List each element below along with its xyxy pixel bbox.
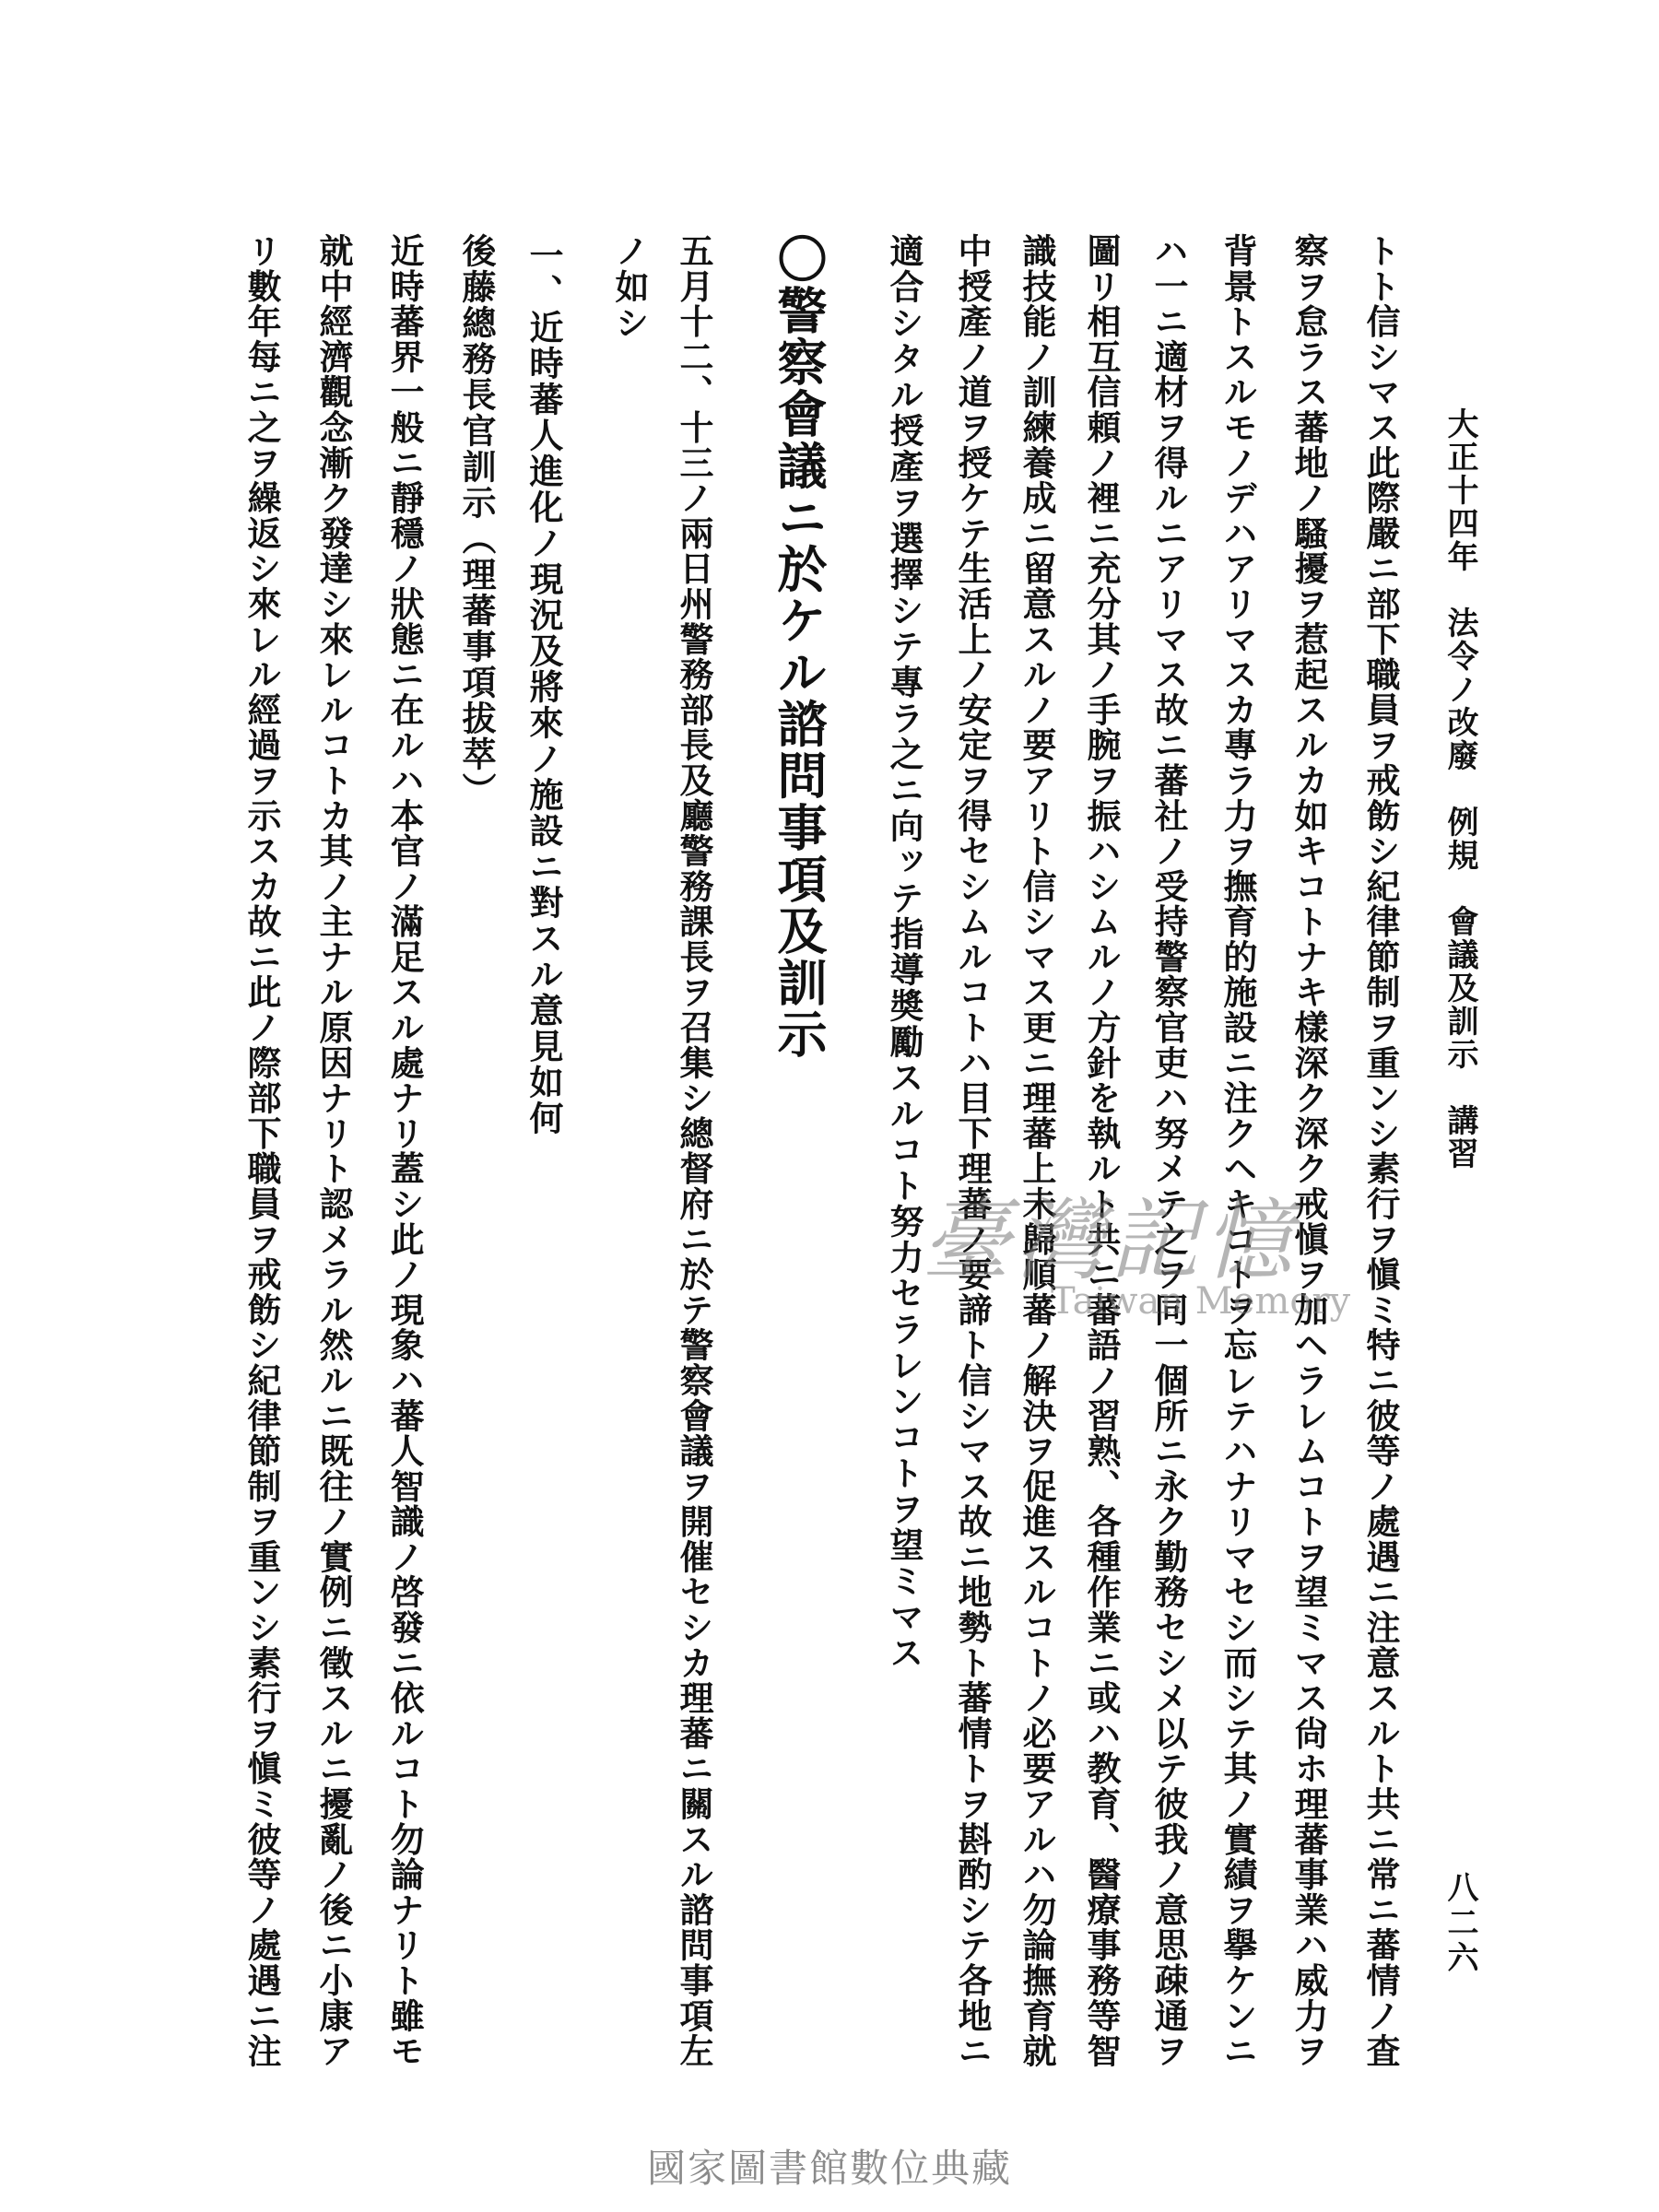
text-column: 適合シタル授產ヲ選擇シテ專ラ之ニ向ッテ指導奬勵スルコト努力セラレンコトヲ望ミマス bbox=[884, 233, 924, 1671]
inquiry-item: 一、近時蕃人進化ノ現況及將來ノ施設ニ對スル意見如何 bbox=[524, 238, 564, 1136]
footer-collection-label: 國家圖書館數位典藏 bbox=[646, 2146, 1012, 2191]
page-number: 八二六 bbox=[1441, 1871, 1478, 1976]
text-column: 察ヲ怠ラス蕃地ノ騷擾ヲ惹起スルカ如キコトナキ樣深ク深ク戒愼ヲ加ヘラレムコトヲ望ミマス尙ホ理蕃事業ハ威力ヲ bbox=[1288, 233, 1329, 2067]
text-column: トト信シマス此際嚴ニ部下職員ヲ戒飭シ紀律節制ヲ重ンシ素行ヲ愼ミ特ニ彼等ノ處遇ニ注意スルト共ニ常ニ蕃情ノ査 bbox=[1360, 233, 1401, 2067]
text-column: 近時蕃界一般ニ靜穩ノ狀態ニ在ルハ本官ノ滿足スル處ナリ蓋シ此ノ現象ハ蕃人智識ノ啓發ニ依ルコト勿論ナリト雖モ bbox=[384, 233, 425, 2067]
text-column: 就中經濟觀念漸ク發達シ來レルコトカ其ノ主ナル原因ナリト認メラル然ルニ既往ノ實例ニ徵スルニ擾亂ノ後ニ小康ア bbox=[313, 233, 354, 2067]
text-column: 識技能ノ訓練養成ニ留意スルノ要アリト信シマス更ニ理蕃上未歸順蕃ノ解決ヲ促進スルコトノ必要アルハ勿論撫育就 bbox=[1017, 233, 1057, 2067]
section-heading: 〇警察會議ニ於ケル諮問事項及訓示 bbox=[770, 233, 829, 1058]
running-header: 大正十四年 法令ノ改廢 例規 會議及訓示 講習 bbox=[1441, 407, 1478, 1171]
instruction-title: 後藤總務長官訓示（理蕃事項拔萃） bbox=[456, 233, 497, 808]
text-column: 五月十二、十三ノ兩日州警務部長及廳警務課長ヲ召集シ總督府ニ於テ警察會議ヲ開催セシカ理蕃ニ關スル諮問事項左 bbox=[674, 233, 714, 2067]
text-column: ノ如シ bbox=[609, 233, 650, 341]
text-column: リ數年每ニ之ヲ繰返シ來レル經過ヲ示スカ故ニ此ノ際部下職員ヲ戒飭シ紀律節制ヲ重ンシ素行ヲ愼ミ彼等ノ處遇ニ注 bbox=[241, 233, 282, 2067]
text-column: 中授產ノ道ヲ授ケテ生活上ノ安定ヲ得セシムルコトハ目下理蕃ノ要諦ト信シマス故ニ地勢ト蕃情トヲ斟酌シテ各地ニ bbox=[952, 233, 993, 2067]
text-column: ハ一ニ適材ヲ得ルニアリマス故ニ蕃社ノ受持警察官吏ハ努メテ之ヲ同一個所ニ永ク勤務セシメ以テ彼我ノ意思疎通ヲ bbox=[1148, 233, 1189, 2067]
watermark-title: 臺灣記憶 bbox=[922, 1189, 1298, 1292]
text-column: 圖リ相互信頼ノ裡ニ充分其ノ手腕ヲ振ハシムルノ方針を執ルト共ニ蕃語ノ習熟、各種作業ニ或ハ教育、醫療事務等智 bbox=[1081, 233, 1122, 2067]
watermark-subtitle: Taiwan Memory bbox=[1051, 1280, 1351, 1323]
text-column: 背景トスルモノデハアリマスカ專ラ力ヲ撫育的施設ニ注クヘキコトヲ忘レテハナリマセシ而シテ其ノ實績ヲ擧ケンニ bbox=[1218, 233, 1258, 2067]
